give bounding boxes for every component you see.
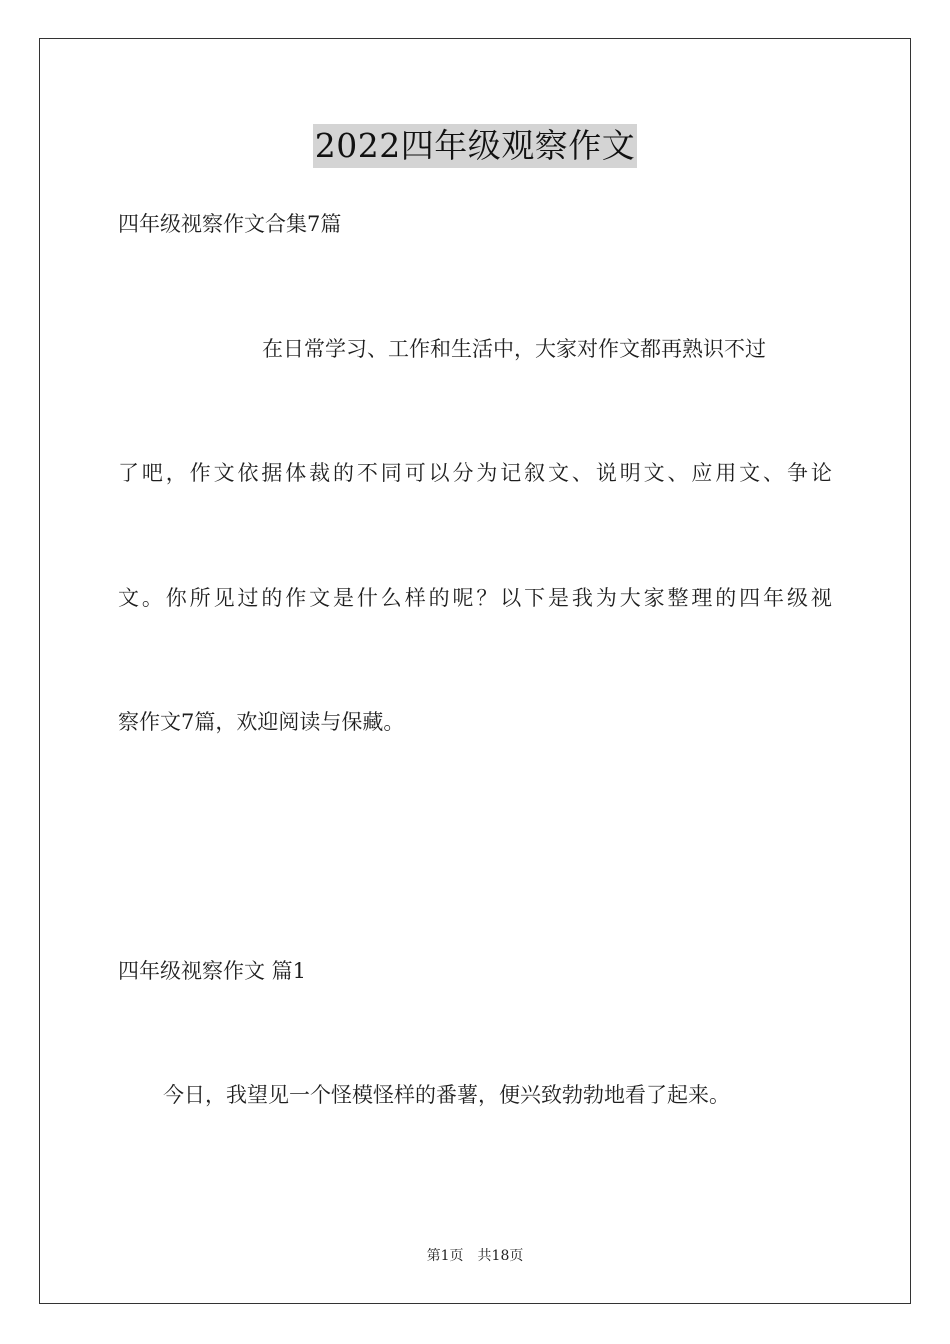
intro-char: 争 xyxy=(786,461,808,485)
intro-line-3 xyxy=(118,583,832,613)
section-heading: 四年级视察作文 篇1 xyxy=(118,959,307,983)
page-total: 共18页 xyxy=(477,1248,524,1264)
intro-char: 所 xyxy=(189,586,211,610)
intro-char: 可 xyxy=(404,461,426,485)
intro-char: 大 xyxy=(619,586,641,610)
intro-char: 年 xyxy=(763,586,785,610)
section-first-line: 今日，我望见一个怪模怪样的番薯，便兴致勃勃地看了起来。 xyxy=(163,1083,730,1107)
document-title: 2022四年级观察作文 xyxy=(313,124,637,168)
intro-char: 叙 xyxy=(524,461,546,485)
intro-char: 不 xyxy=(356,461,378,485)
intro-char: 四 xyxy=(739,586,761,610)
intro-char: 见 xyxy=(213,586,235,610)
intro-char: 的 xyxy=(261,586,283,610)
intro-char: ？ xyxy=(476,586,498,610)
intro-line-4: 察作文7篇，欢迎阅读与保藏。 xyxy=(118,710,405,734)
intro-char: 体 xyxy=(285,461,307,485)
document-subtitle: 四年级视察作文合集7篇 xyxy=(118,212,342,236)
intro-char: 以 xyxy=(500,586,522,610)
intro-char: 记 xyxy=(500,461,522,485)
intro-char: 文 xyxy=(643,461,665,485)
intro-char: 以 xyxy=(428,461,450,485)
intro-char: 是 xyxy=(548,586,570,610)
intro-char: 文 xyxy=(548,461,570,485)
intro-char: 、 xyxy=(667,461,689,485)
intro-line-2 xyxy=(118,458,832,488)
intro-char: 家 xyxy=(643,586,665,610)
page-footer xyxy=(0,1246,950,1266)
intro-char: 你 xyxy=(165,586,187,610)
intro-char: 的 xyxy=(333,461,355,485)
intro-char: 同 xyxy=(380,461,402,485)
intro-char: 作 xyxy=(285,586,307,610)
intro-char: 据 xyxy=(261,461,283,485)
intro-char: 依 xyxy=(237,461,259,485)
intro-char: 分 xyxy=(452,461,474,485)
intro-char: 的 xyxy=(715,586,737,610)
intro-char: 为 xyxy=(595,586,617,610)
intro-line-1: 在日常学习、工作和生活中，大家对作文都再熟识不过 xyxy=(262,337,766,361)
intro-char: 、 xyxy=(571,461,593,485)
intro-char: 视 xyxy=(810,586,832,610)
intro-char: 为 xyxy=(476,461,498,485)
intro-char: 过 xyxy=(237,586,259,610)
intro-char: 什 xyxy=(356,586,378,610)
intro-char: 整 xyxy=(667,586,689,610)
intro-char: ， xyxy=(165,461,187,485)
intro-char: 我 xyxy=(571,586,593,610)
intro-char: 、 xyxy=(763,461,785,485)
intro-char: 明 xyxy=(619,461,641,485)
intro-char: 。 xyxy=(141,586,163,610)
intro-char: 呢 xyxy=(452,586,474,610)
intro-char: 应 xyxy=(691,461,713,485)
intro-char: 吧 xyxy=(141,461,163,485)
intro-char: 理 xyxy=(691,586,713,610)
intro-char: 文 xyxy=(739,461,761,485)
intro-char: 下 xyxy=(524,586,546,610)
intro-char: 论 xyxy=(810,461,832,485)
intro-char: 是 xyxy=(333,586,355,610)
intro-char: 文 xyxy=(118,586,139,610)
intro-char: 说 xyxy=(595,461,617,485)
intro-char: 裁 xyxy=(309,461,331,485)
intro-char: 么 xyxy=(380,586,402,610)
intro-char: 文 xyxy=(213,461,235,485)
intro-char: 级 xyxy=(786,586,808,610)
intro-char: 的 xyxy=(428,586,450,610)
intro-char: 了 xyxy=(118,461,139,485)
intro-char: 作 xyxy=(189,461,211,485)
page-number: 第1页 xyxy=(426,1248,464,1264)
title-container xyxy=(0,124,950,168)
intro-char: 用 xyxy=(715,461,737,485)
intro-char: 样 xyxy=(404,586,426,610)
intro-char: 文 xyxy=(309,586,331,610)
